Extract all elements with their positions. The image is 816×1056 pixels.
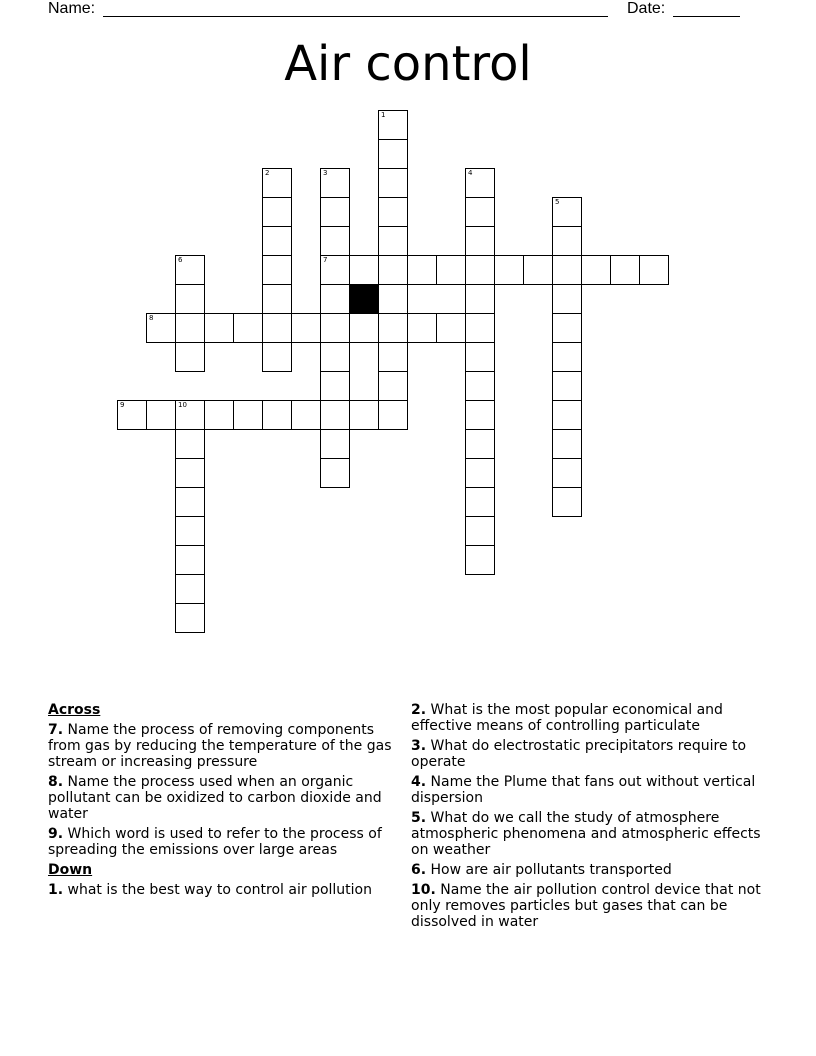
grid-cell[interactable]	[233, 313, 263, 343]
grid-cell[interactable]	[262, 313, 292, 343]
grid-cell[interactable]	[581, 255, 611, 285]
grid-cell[interactable]	[175, 284, 205, 314]
grid-cell[interactable]	[320, 342, 350, 372]
clue-down-2: 2. What is the most popular economical and effective means of controlling particulate	[411, 702, 723, 734]
clue-down-10: 10. Name the air pollution control device that not only removes particles but gases that can be dissolved in water	[411, 882, 761, 930]
grid-cell[interactable]	[378, 226, 408, 256]
cell-number: 3	[323, 169, 328, 177]
grid-cell[interactable]	[146, 313, 176, 343]
grid-cell[interactable]	[552, 400, 582, 430]
grid-cell[interactable]	[378, 371, 408, 401]
grid-cell[interactable]	[175, 458, 205, 488]
name-field[interactable]	[103, 16, 608, 17]
grid-cell[interactable]	[378, 284, 408, 314]
clue-across-8: 8. Name the process used when an organic pollutant can be oxidized to carbon dioxide and water	[48, 774, 382, 822]
clue-across-9: 9. Which word is used to refer to the process of spreading the emissions over large areas	[48, 826, 382, 858]
grid-cell[interactable]	[175, 313, 205, 343]
grid-cell[interactable]	[175, 545, 205, 575]
grid-cell[interactable]	[146, 400, 176, 430]
grid-cell[interactable]	[552, 458, 582, 488]
grid-cell[interactable]	[291, 400, 321, 430]
clues-right-column	[411, 702, 766, 934]
grid-cell[interactable]	[233, 400, 263, 430]
grid-cell[interactable]	[320, 197, 350, 227]
grid-cell[interactable]	[552, 429, 582, 459]
grid-cell[interactable]	[175, 603, 205, 633]
cell-number: 1	[381, 111, 386, 119]
grid-cell[interactable]	[552, 255, 582, 285]
grid-cell[interactable]	[465, 168, 495, 198]
grid-cell[interactable]	[175, 516, 205, 546]
grid-cell[interactable]	[262, 400, 292, 430]
grid-cell[interactable]	[320, 284, 350, 314]
cell-number: 6	[178, 256, 183, 264]
cell-number: 10	[178, 401, 187, 409]
date-label: Date:	[627, 0, 666, 17]
grid-cell[interactable]	[262, 197, 292, 227]
grid-cell[interactable]	[262, 255, 292, 285]
down-heading: Down	[48, 862, 93, 878]
grid-cell[interactable]	[465, 313, 495, 343]
grid-cell[interactable]	[320, 429, 350, 459]
cell-number: 5	[555, 198, 560, 206]
grid-cell[interactable]	[465, 371, 495, 401]
grid-cell[interactable]	[204, 400, 234, 430]
grid-cell[interactable]	[465, 255, 495, 285]
grid-cell[interactable]	[378, 168, 408, 198]
grid-cell[interactable]	[552, 226, 582, 256]
grid-cell[interactable]	[175, 574, 205, 604]
grid-cell[interactable]	[349, 255, 379, 285]
cell-number: 8	[149, 314, 154, 322]
grid-cell[interactable]	[465, 226, 495, 256]
grid-cell[interactable]	[436, 313, 466, 343]
grid-cell[interactable]	[378, 197, 408, 227]
grid-cell[interactable]	[291, 313, 321, 343]
grid-cell[interactable]	[552, 284, 582, 314]
grid-cell[interactable]	[465, 197, 495, 227]
cell-number: 4	[468, 169, 473, 177]
grid-cell[interactable]	[465, 458, 495, 488]
grid-cell[interactable]	[465, 429, 495, 459]
grid-cell[interactable]	[378, 139, 408, 169]
grid-cell[interactable]	[320, 255, 350, 285]
grid-cell[interactable]	[349, 313, 379, 343]
clue-down-1: 1. what is the best way to control air pollution	[48, 882, 372, 898]
grid-cell[interactable]	[465, 284, 495, 314]
grid-cell[interactable]	[175, 429, 205, 459]
grid-cell[interactable]	[465, 400, 495, 430]
grid-cell[interactable]	[552, 197, 582, 227]
name-label: Name:	[48, 0, 96, 17]
grid-cell[interactable]	[262, 226, 292, 256]
across-heading: Across	[48, 702, 101, 718]
grid-cell[interactable]	[262, 168, 292, 198]
grid-cell[interactable]	[552, 371, 582, 401]
grid-cell[interactable]	[639, 255, 669, 285]
grid-cell[interactable]	[523, 255, 553, 285]
grid-cell[interactable]	[552, 487, 582, 517]
clue-across-7: 7. Name the process of removing components from gas by reducing the temperature of the gas stream or increasing pressure	[48, 722, 392, 770]
grid-cell[interactable]	[175, 255, 205, 285]
grid-cell[interactable]	[320, 168, 350, 198]
cell-number: 2	[265, 169, 270, 177]
grid-cell[interactable]	[204, 313, 234, 343]
grid-cell[interactable]	[378, 313, 408, 343]
clue-down-4: 4. Name the Plume that fans out without vertical dispersion	[411, 774, 756, 806]
grid-cell[interactable]	[117, 400, 147, 430]
grid-cell[interactable]	[465, 487, 495, 517]
grid-cell[interactable]	[320, 458, 350, 488]
clues-left-column	[48, 702, 393, 902]
grid-cell[interactable]	[610, 255, 640, 285]
grid-cell[interactable]	[436, 255, 466, 285]
cell-number: 7	[323, 256, 328, 264]
grid-cell[interactable]	[175, 342, 205, 372]
grid-cell[interactable]	[378, 255, 408, 285]
grid-cell[interactable]	[465, 545, 495, 575]
grid-cell[interactable]	[494, 255, 524, 285]
grid-cell[interactable]	[349, 400, 379, 430]
grid-cell[interactable]	[407, 255, 437, 285]
grid-cell[interactable]	[465, 516, 495, 546]
grid-cell[interactable]	[552, 342, 582, 372]
grid-cell[interactable]	[175, 487, 205, 517]
name-date-line	[48, 0, 748, 20]
grid-cell[interactable]	[262, 284, 292, 314]
grid-cell[interactable]	[262, 342, 292, 372]
grid-cell[interactable]	[378, 400, 408, 430]
grid-cell[interactable]	[378, 342, 408, 372]
puzzle-title: Air control	[284, 36, 532, 92]
cell-number: 9	[120, 401, 125, 409]
grid-cell[interactable]	[320, 400, 350, 430]
clue-down-3: 3. What do electrostatic precipitators require to operate	[411, 738, 747, 770]
grid-cell[interactable]	[407, 313, 437, 343]
grid-cell[interactable]	[320, 226, 350, 256]
clue-down-6: 6. How are air pollutants transported	[411, 862, 672, 878]
grid-cell[interactable]	[320, 371, 350, 401]
grid-cell[interactable]	[320, 313, 350, 343]
clue-down-5: 5. What do we call the study of atmosphere atmospheric phenomena and atmospheric effects on weather	[411, 810, 761, 858]
grid-cell[interactable]	[465, 342, 495, 372]
grid-cell[interactable]	[378, 110, 408, 140]
date-field[interactable]	[673, 16, 740, 17]
grid-cell[interactable]	[175, 400, 205, 430]
grid-cell[interactable]	[552, 313, 582, 343]
grid-black-square	[349, 284, 379, 314]
